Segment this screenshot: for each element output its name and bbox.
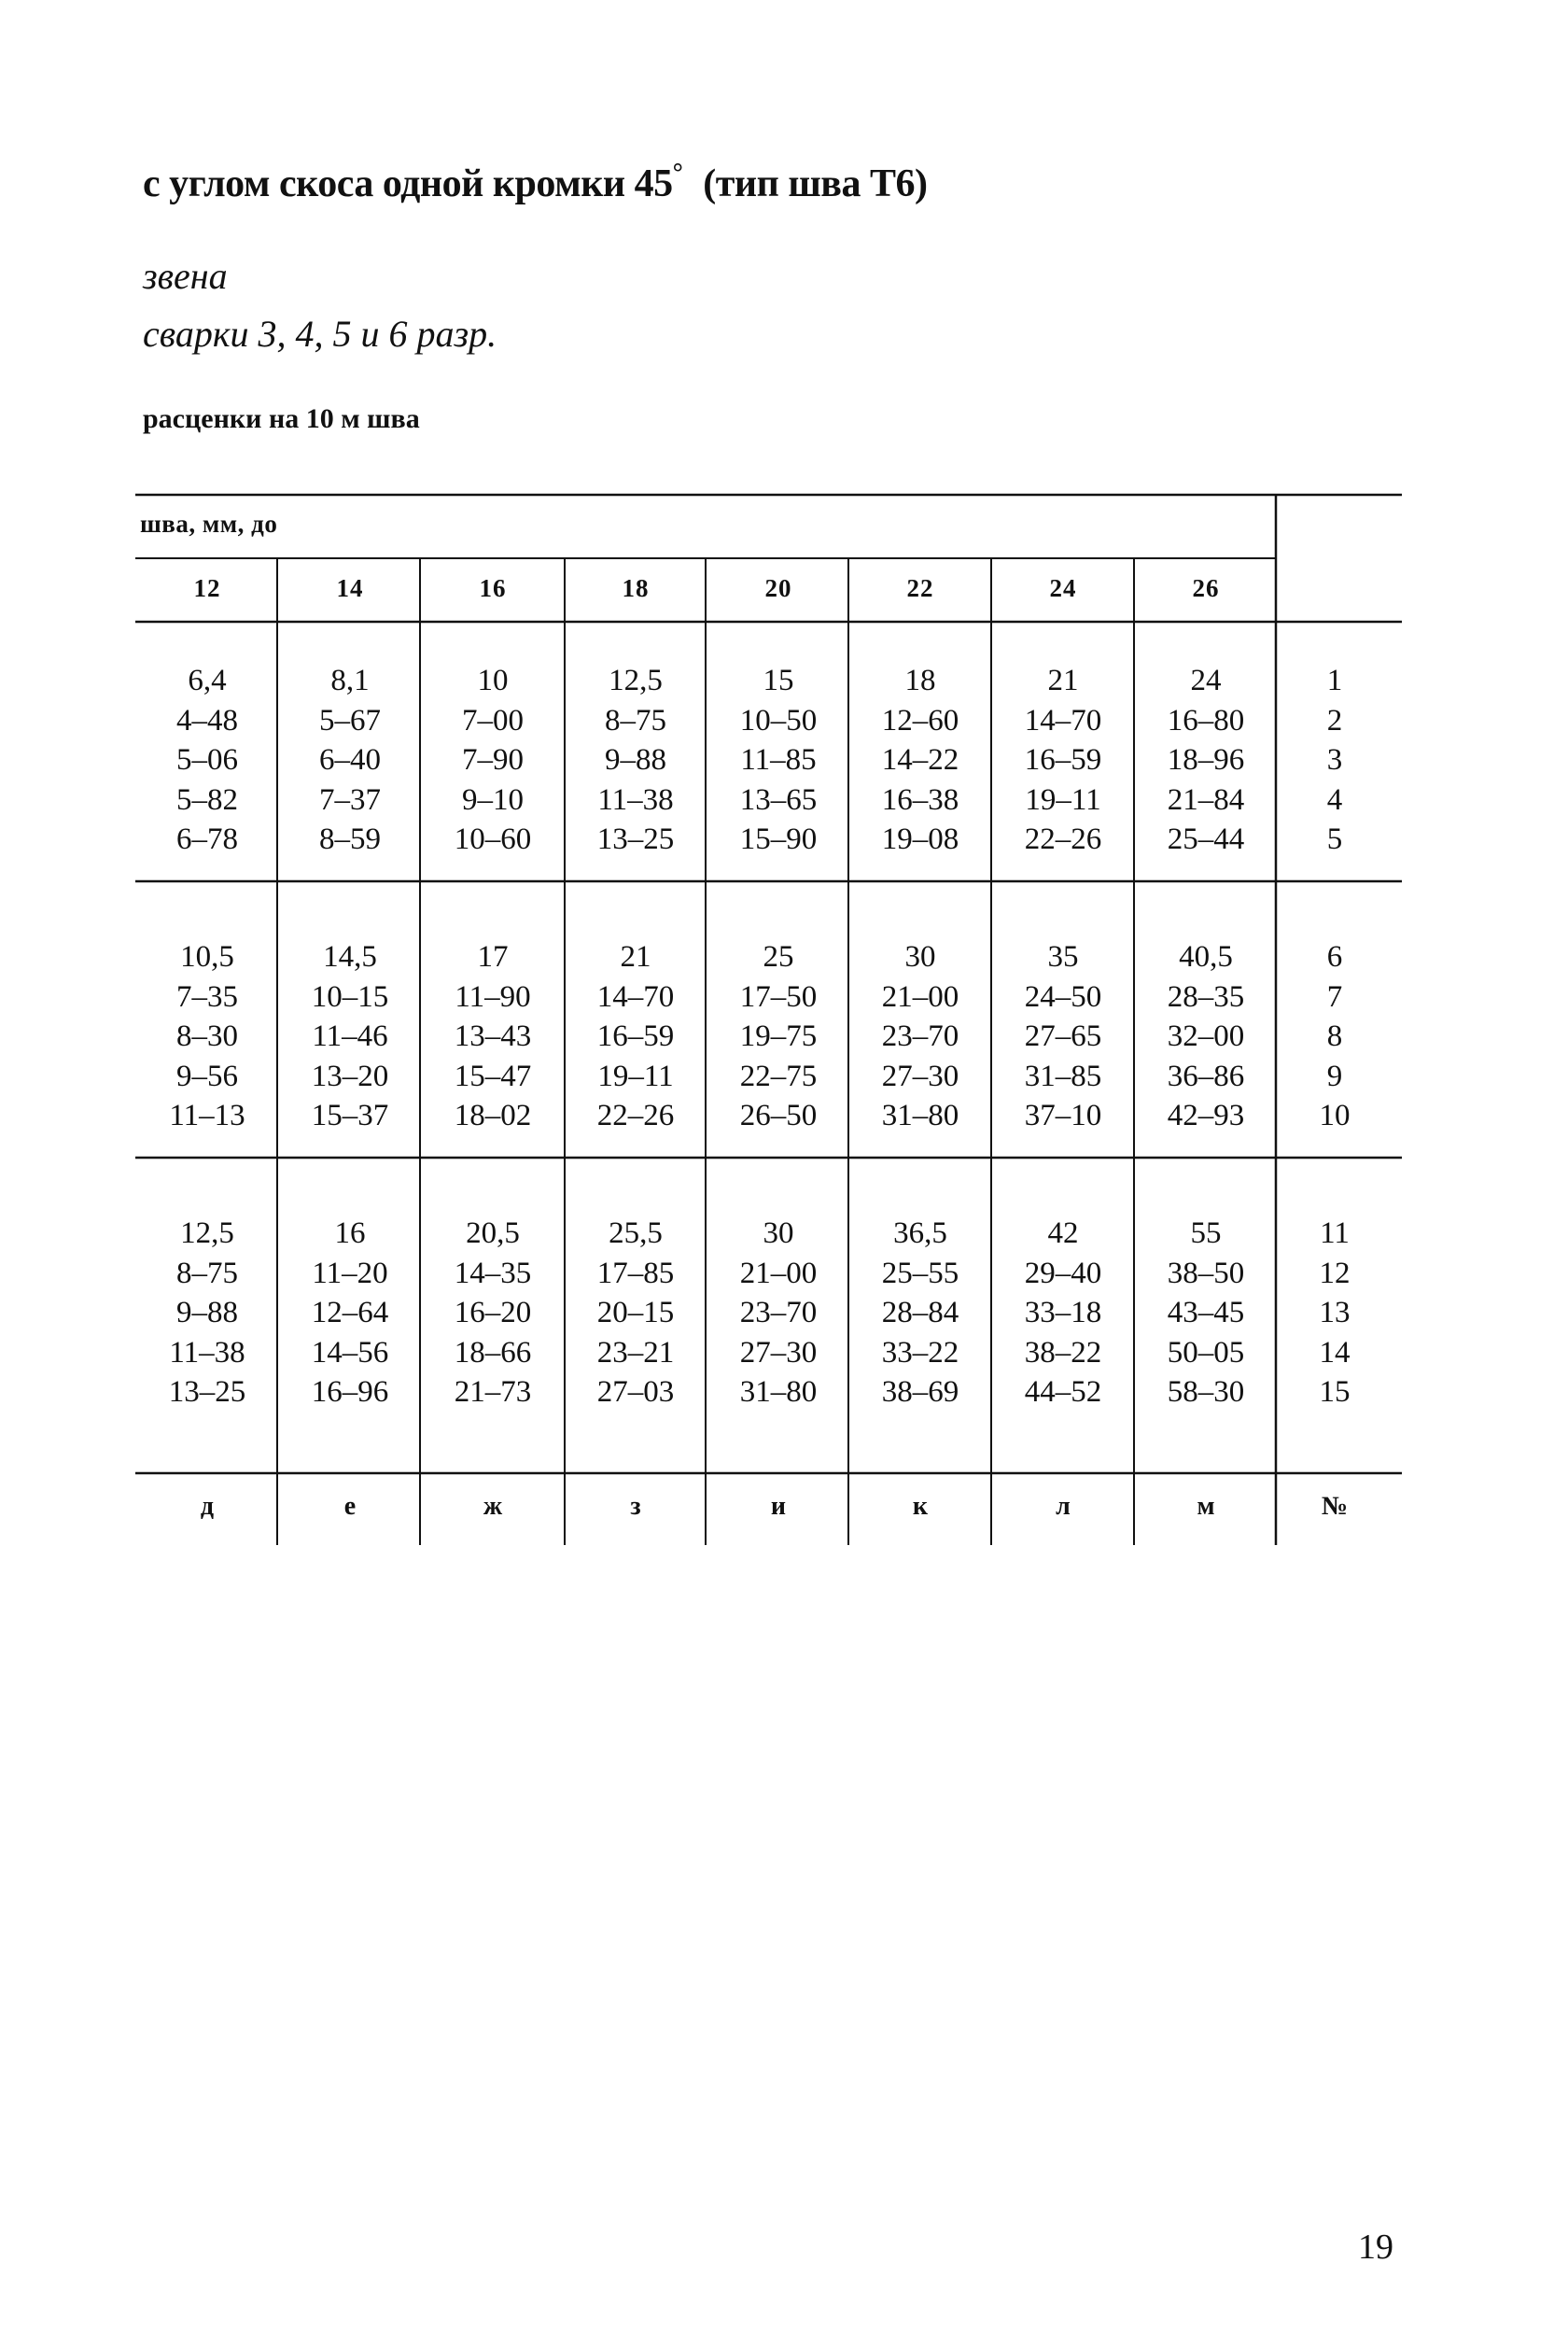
cell-value: 55 [1190,1216,1222,1250]
cell-value: 7–90 [462,743,524,777]
row-number: 9 [1326,1059,1343,1093]
cell-value: 11–90 [455,979,531,1014]
table-cell-group1-col3 [423,661,563,860]
cell-value: 4–48 [176,703,238,738]
cell-value: 9–10 [462,782,524,817]
cell-value: 8–75 [176,1256,238,1290]
cell-value: 9–88 [605,743,666,777]
cell-value: 27–65 [1024,1019,1102,1053]
table-cell-group1-col5 [708,661,848,860]
row-number: 6 [1326,940,1343,974]
cell-value: 42–93 [1167,1099,1245,1132]
row-number: 2 [1326,703,1343,738]
table-cell-group1-col2 [280,661,420,860]
cell-value: 16–38 [881,782,959,817]
cell-value: 25 [763,940,794,974]
cell-value: 10–15 [311,979,389,1014]
column-letter-4: з [630,1492,641,1521]
rates-subheading: расценки на 10 м шва [143,403,420,434]
cell-value: 24–50 [1024,979,1102,1014]
cell-value: 38–69 [881,1375,959,1409]
column-letter-8: м [1197,1492,1215,1521]
cell-value: 23–70 [881,1019,959,1053]
table-cell-group1-col1 [137,661,277,860]
cell-value: 16–20 [454,1296,532,1329]
table-cell-group2-col7 [993,937,1133,1136]
row-number: 13 [1319,1296,1351,1329]
cell-value: 22–75 [739,1059,818,1093]
column-header-14: 14 [336,574,364,602]
cell-value: 14–70 [596,979,675,1014]
cell-value: 37–10 [1024,1099,1102,1132]
cell-value: 15 [763,664,794,697]
cell-value: 43–45 [1167,1296,1245,1329]
cell-value: 28–84 [881,1296,959,1329]
cell-value: 12–64 [311,1296,389,1329]
column-header-12: 12 [193,574,221,602]
cell-value: 26–50 [739,1099,818,1132]
cell-value: 11–38 [597,782,674,817]
weld-thickness-header: шва, мм, до [140,510,278,538]
cell-value: 21–84 [1167,782,1245,817]
row-number: 3 [1326,743,1343,777]
table-cell-group3-col8 [1136,1214,1276,1412]
row-numbers-group1 [1297,661,1372,860]
cell-value: 14–35 [454,1256,532,1290]
cell-value: 27–03 [596,1375,675,1409]
cell-value: 12,5 [180,1216,234,1250]
cell-value: 6,4 [188,664,227,697]
cell-value: 19–08 [881,822,959,856]
cell-value: 16–59 [596,1019,675,1053]
cell-value: 15–90 [739,822,818,856]
cell-value: 18–96 [1167,743,1245,777]
cell-value: 14,5 [323,940,377,974]
column-letter-5: и [770,1492,787,1521]
cell-value: 21 [620,940,651,974]
table-cell-group2-col6 [850,937,990,1136]
cell-value: 9–88 [176,1296,238,1329]
cell-value: 58–30 [1167,1375,1245,1409]
cell-value: 10–50 [739,703,818,738]
cell-value: 14–70 [1024,703,1102,738]
column-header-24: 24 [1049,574,1077,602]
cell-value: 7–35 [176,979,238,1014]
column-header-16: 16 [479,574,507,602]
table-cell-group3-col4 [566,1214,706,1412]
cell-value: 19–75 [739,1019,818,1053]
column-letter-2: е [343,1492,357,1521]
cell-value: 17–85 [596,1256,675,1290]
table-cell-group2-col8 [1136,937,1276,1136]
column-letter-7: л [1056,1492,1071,1521]
cell-value: 5–82 [176,782,238,817]
cell-value: 31–85 [1024,1059,1102,1093]
cell-value: 15–47 [454,1059,532,1093]
cell-value: 7–37 [319,782,381,817]
table-cell-group3-col3 [423,1214,563,1412]
row-number: 8 [1326,1019,1343,1053]
table-cell-group2-col2 [280,937,420,1136]
column-letter-6: к [912,1492,929,1521]
row-number: 5 [1326,822,1343,856]
cell-value: 33–22 [881,1335,959,1370]
cell-value: 40,5 [1179,940,1233,974]
table-cell-group1-col8 [1136,661,1276,860]
cell-value: 25–44 [1167,822,1245,856]
cell-value: 38–22 [1024,1335,1102,1370]
cell-value: 36,5 [893,1216,947,1250]
cell-value: 30 [763,1216,794,1250]
cell-value: 16–80 [1167,703,1245,738]
cell-value: 11–38 [169,1335,245,1370]
cell-value: 8,1 [330,664,370,697]
cell-value: 11–13 [169,1099,245,1132]
cell-value: 10 [477,664,509,697]
table-cell-group3-col7 [993,1214,1133,1412]
cell-value: 18–66 [454,1335,532,1370]
cell-value: 6–40 [319,743,381,777]
table-cell-group3-col5 [708,1214,848,1412]
cell-value: 20–15 [596,1296,675,1329]
cell-value: 33–18 [1024,1296,1102,1329]
cell-value: 22–26 [1024,822,1102,856]
cell-value: 25–55 [881,1256,959,1290]
title-degree: ° [672,159,683,188]
cell-value: 19–11 [597,1059,674,1093]
row-number: 14 [1319,1335,1351,1370]
title-main: с углом скоса одной кромки 45 [143,162,673,205]
cell-value: 16–96 [311,1375,389,1409]
cell-value: 9–56 [176,1059,238,1093]
cell-value: 17–50 [739,979,818,1014]
cell-value: 38–50 [1167,1256,1245,1290]
cell-value: 5–06 [176,743,238,777]
page-number: 19 [1358,2228,1393,2267]
cell-value: 32–00 [1167,1019,1245,1053]
cell-value: 11–20 [312,1256,388,1290]
cell-value: 16–59 [1024,743,1102,777]
table-cell-group2-col3 [423,937,563,1136]
title-weld-type: (тип шва Т6) [703,162,928,205]
cell-value: 29–40 [1024,1256,1102,1290]
cell-value: 14–56 [311,1335,389,1370]
cell-value: 18–02 [454,1099,532,1132]
table-cell-group1-col7 [993,661,1133,860]
cell-value: 13–25 [168,1375,246,1409]
cell-value: 27–30 [739,1335,818,1370]
table-cell-group1-col6 [850,661,990,860]
table-cell-group2-col5 [708,937,848,1136]
cell-value: 10,5 [180,940,234,974]
cell-value: 12,5 [609,664,663,697]
cell-value: 21–00 [739,1256,818,1290]
cell-value: 28–35 [1167,979,1245,1014]
row-numbers-group2 [1297,937,1372,1136]
cell-value: 31–80 [739,1375,818,1409]
table-cell-group2-col1 [137,937,277,1136]
cell-value: 8–75 [605,703,666,738]
cell-value: 21–00 [881,979,959,1014]
cell-value: 6–78 [176,822,238,856]
column-header-20: 20 [764,574,792,602]
cell-value: 13–43 [454,1019,532,1053]
cell-value: 50–05 [1167,1335,1245,1370]
cell-value: 36–86 [1167,1059,1245,1093]
cell-value: 15–37 [311,1099,389,1132]
row-number: 7 [1326,979,1343,1014]
cell-value: 24 [1190,664,1222,697]
table-cell-group2-col4 [566,937,706,1136]
cell-value: 42 [1047,1216,1079,1250]
row-numbers-group3 [1297,1214,1372,1412]
cell-value: 23–21 [596,1335,675,1370]
cell-value: 10–60 [454,822,532,856]
cell-value: 21 [1047,664,1079,697]
column-header-26: 26 [1192,574,1220,602]
table-cell-group1-col4 [566,661,706,860]
row-number: 10 [1319,1099,1351,1132]
row-number: 11 [1320,1216,1350,1250]
row-number: 12 [1319,1256,1351,1290]
column-letter-1: д [200,1492,215,1521]
column-header-22: 22 [906,574,934,602]
cell-value: 7–00 [462,703,524,738]
cell-value: 19–11 [1025,782,1101,817]
cell-value: 17 [477,940,509,974]
cell-value: 11–85 [740,743,817,777]
column-header-18: 18 [622,574,650,602]
cell-value: 44–52 [1024,1375,1102,1409]
welder-grade-label: сварки 3, 4, 5 и 6 разр. [143,313,497,355]
table-cell-group3-col1 [137,1214,277,1412]
cell-value: 23–70 [739,1296,818,1329]
cell-value: 31–80 [881,1099,959,1132]
cell-value: 8–59 [319,822,381,856]
table-cell-group3-col2 [280,1214,420,1412]
cell-value: 27–30 [881,1059,959,1093]
row-number: 1 [1326,664,1343,697]
column-letter-3: ж [483,1492,503,1521]
column-letter-9: № [1321,1492,1349,1521]
cell-value: 11–46 [312,1019,388,1053]
row-number: 4 [1326,782,1343,817]
cell-value: 13–65 [739,782,818,817]
cell-value: 35 [1047,940,1079,974]
cell-value: 8–30 [176,1019,238,1053]
cell-value: 14–22 [881,743,959,777]
cell-value: 12–60 [881,703,959,738]
cell-value: 20,5 [466,1216,520,1250]
cell-value: 25,5 [609,1216,663,1250]
cell-value: 16 [334,1216,366,1250]
cell-value: 18 [904,664,936,697]
cell-value: 21–73 [454,1375,532,1409]
cell-value: 13–25 [596,822,675,856]
row-number: 15 [1319,1375,1351,1409]
cell-value: 22–26 [596,1099,675,1132]
cell-value: 5–67 [319,703,381,738]
table-cell-group3-col6 [850,1214,990,1412]
cell-value: 13–20 [311,1059,389,1093]
crew-label: звена [143,255,228,297]
cell-value: 30 [904,940,936,974]
